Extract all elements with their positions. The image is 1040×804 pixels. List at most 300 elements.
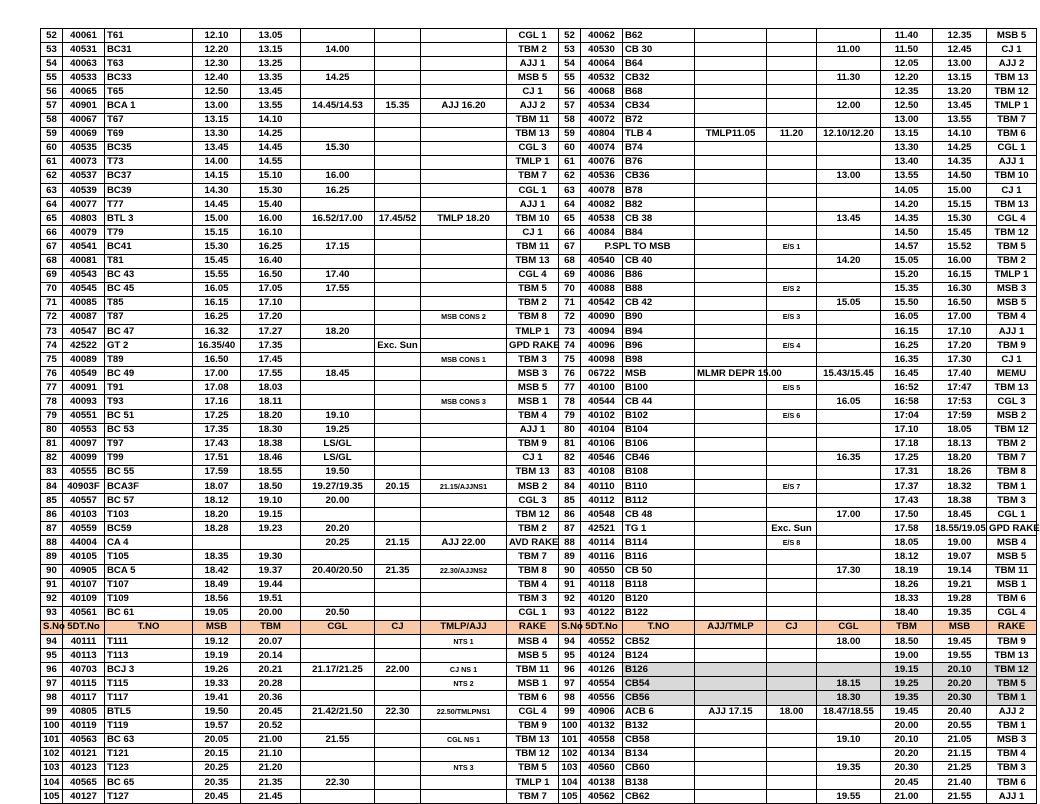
down-rake-cell: MSB 5	[987, 29, 1037, 43]
down-5dt-no-cell: 40110	[581, 480, 623, 494]
down-msb-time-cell: 13.20	[933, 85, 987, 99]
down-tbm-time-cell: 19.25	[881, 677, 933, 691]
up-s-no-cell: 85	[41, 494, 63, 508]
up-train-no-cell: T61	[105, 29, 193, 43]
down-tbm-time-cell: 17.25	[881, 451, 933, 465]
up-s-no-cell: 91	[41, 578, 63, 592]
up-5dt-no-cell: 40073	[63, 155, 105, 169]
down-cj-time-cell: E/S 7	[767, 480, 817, 494]
up-cgl-time-cell	[301, 85, 375, 99]
up-tbm-time-cell: 17.27	[241, 324, 301, 338]
down-s-no-cell: 88	[559, 536, 581, 550]
down-rake-cell: MSB 2	[987, 409, 1037, 423]
down-s-no-cell: 81	[559, 437, 581, 451]
up-train-no-cell: GT 2	[105, 339, 193, 353]
up-5dt-no-cell: 40533	[63, 71, 105, 85]
up-rake-cell: TMLP 1	[507, 155, 559, 169]
up-train-no-cell: BC 45	[105, 282, 193, 296]
table-row	[41, 761, 1037, 775]
table-row	[41, 592, 1037, 606]
up-tmlp-ajj-time-cell	[421, 522, 507, 536]
up-cj-time-cell	[375, 268, 421, 282]
down-s-no-cell: 103	[559, 761, 581, 775]
up-rake-cell: TBM 4	[507, 578, 559, 592]
down-s-no-cell: 78	[559, 395, 581, 409]
down-ajj-tmlp-time-cell	[695, 57, 767, 71]
down-cj-time-cell: E/S 2	[767, 282, 817, 296]
up-5dt-no-cell: 40067	[63, 113, 105, 127]
up-tmlp-ajj-time-cell	[421, 339, 507, 353]
down-train-no-cell: CB54	[623, 677, 695, 691]
down-ajj-tmlp-time-cell	[695, 43, 767, 57]
down-cgl-time-cell	[817, 282, 881, 296]
up-tbm-time-cell: 16.50	[241, 268, 301, 282]
up-tbm-time-cell: 17.05	[241, 282, 301, 296]
up-s-no-cell: 87	[41, 522, 63, 536]
up-tbm-time-cell: 13.55	[241, 99, 301, 113]
down-tbm-time-cell: 19.45	[881, 705, 933, 719]
down-5dt-no-cell: 40084	[581, 226, 623, 240]
table-row	[41, 606, 1037, 620]
down-tbm-time-cell: 18.05	[881, 536, 933, 550]
down-5dt-no-cell: 40138	[581, 775, 623, 789]
down-s-no-cell: 96	[559, 663, 581, 677]
down-rake-cell: TBM 1	[987, 719, 1037, 733]
down-ajj-tmlp-time-cell	[695, 522, 767, 536]
up-tmlp-ajj-time-cell: MSB CONS 3	[421, 395, 507, 409]
down-train-no-cell: B72	[623, 113, 695, 127]
down-msb-time-cell: 19.55	[933, 649, 987, 663]
down-cj-time-cell	[767, 578, 817, 592]
down-5dt-no-cell: 40550	[581, 564, 623, 578]
up-msb-time-cell: 17.00	[193, 367, 241, 381]
down-cj-time-cell: 11.20	[767, 127, 817, 141]
column-header: TBM	[241, 620, 301, 634]
down-ajj-tmlp-time-cell	[695, 508, 767, 522]
up-rake-cell: CGL 3	[507, 141, 559, 155]
down-5dt-no-cell: 40532	[581, 71, 623, 85]
down-5dt-no-cell: 40094	[581, 324, 623, 338]
down-cgl-time-cell: 19.35	[817, 761, 881, 775]
table-row	[41, 719, 1037, 733]
up-cgl-time-cell: 19.25	[301, 423, 375, 437]
down-rake-cell: CGL 3	[987, 395, 1037, 409]
down-ajj-tmlp-time-cell	[695, 465, 767, 479]
up-cj-time-cell	[375, 367, 421, 381]
down-rake-cell: AJJ 2	[987, 705, 1037, 719]
up-train-no-cell: T111	[105, 635, 193, 649]
up-cgl-time-cell: 18.45	[301, 367, 375, 381]
down-msb-time-cell: 17:53	[933, 395, 987, 409]
up-tmlp-ajj-time-cell	[421, 606, 507, 620]
down-train-no-cell: B116	[623, 550, 695, 564]
down-5dt-no-cell: 40114	[581, 536, 623, 550]
down-train-no-cell: CB52	[623, 635, 695, 649]
up-train-no-cell: BC 49	[105, 367, 193, 381]
down-cgl-time-cell: 11.00	[817, 43, 881, 57]
up-rake-cell: TBM 9	[507, 719, 559, 733]
down-s-no-cell: 82	[559, 451, 581, 465]
up-5dt-no-cell: 40547	[63, 324, 105, 338]
down-rake-cell: TBM 13	[987, 649, 1037, 663]
down-s-no-cell: 90	[559, 564, 581, 578]
down-tbm-time-cell: 16.45	[881, 367, 933, 381]
up-s-no-cell: 78	[41, 395, 63, 409]
up-tbm-time-cell: 15.30	[241, 184, 301, 198]
up-tmlp-ajj-time-cell	[421, 43, 507, 57]
up-tmlp-ajj-time-cell	[421, 57, 507, 71]
down-s-no-cell: 84	[559, 480, 581, 494]
down-rake-cell: TBM 12	[987, 226, 1037, 240]
up-s-no-cell: 64	[41, 198, 63, 212]
up-train-no-cell: T105	[105, 550, 193, 564]
down-s-no-cell: 91	[559, 578, 581, 592]
down-rake-cell: TBM 13	[987, 198, 1037, 212]
up-rake-cell: TBM 13	[507, 127, 559, 141]
up-msb-time-cell	[193, 536, 241, 550]
down-msb-time-cell: 16.15	[933, 268, 987, 282]
up-s-no-cell: 71	[41, 296, 63, 310]
up-msb-time-cell: 15.55	[193, 268, 241, 282]
down-msb-time-cell: 17:47	[933, 381, 987, 395]
down-s-no-cell: 53	[559, 43, 581, 57]
down-tbm-time-cell: 16.25	[881, 339, 933, 353]
down-ajj-tmlp-time-cell	[695, 494, 767, 508]
up-s-no-cell: 62	[41, 169, 63, 183]
up-5dt-no-cell: 40081	[63, 254, 105, 268]
up-msb-time-cell: 16.35/40	[193, 339, 241, 353]
up-s-no-cell: 52	[41, 29, 63, 43]
up-msb-time-cell: 12.20	[193, 43, 241, 57]
up-rake-cell: CGL 4	[507, 705, 559, 719]
down-cj-time-cell	[767, 155, 817, 169]
up-5dt-no-cell: 40093	[63, 395, 105, 409]
down-train-no-cell: B84	[623, 226, 695, 240]
down-train-no-cell: CB 40	[623, 254, 695, 268]
down-train-no-cell: B132	[623, 719, 695, 733]
down-tbm-time-cell: 11.40	[881, 29, 933, 43]
down-ajj-tmlp-time-cell	[695, 226, 767, 240]
down-cj-time-cell	[767, 29, 817, 43]
down-s-no-cell: 101	[559, 733, 581, 747]
down-s-no-cell: 79	[559, 409, 581, 423]
up-train-no-cell: T119	[105, 719, 193, 733]
up-cgl-time-cell	[301, 353, 375, 367]
down-5dt-no-cell: 40072	[581, 113, 623, 127]
down-5dt-no-cell: 40560	[581, 761, 623, 775]
up-s-no-cell: 102	[41, 747, 63, 761]
down-train-no-cell: CB58	[623, 733, 695, 747]
up-rake-cell: TBM 2	[507, 43, 559, 57]
up-s-no-cell: 104	[41, 775, 63, 789]
down-s-no-cell: 67	[559, 240, 581, 254]
down-rake-cell: TBM 1	[987, 480, 1037, 494]
down-5dt-no-cell: 06722	[581, 367, 623, 381]
up-cj-time-cell	[375, 282, 421, 296]
up-s-no-cell: 59	[41, 127, 63, 141]
down-train-no-cell: CB56	[623, 691, 695, 705]
down-msb-time-cell: 19.14	[933, 564, 987, 578]
down-ajj-tmlp-time-cell: AJJ 17.15	[695, 705, 767, 719]
down-ajj-tmlp-time-cell	[695, 310, 767, 324]
table-row	[41, 522, 1037, 536]
up-tbm-time-cell: 20.52	[241, 719, 301, 733]
up-cj-time-cell: 21.35	[375, 564, 421, 578]
up-rake-cell: TBM 8	[507, 564, 559, 578]
up-tbm-time-cell: 15.10	[241, 169, 301, 183]
up-tmlp-ajj-time-cell: MSB CONS 1	[421, 353, 507, 367]
up-cj-time-cell: 22.30	[375, 705, 421, 719]
up-cgl-time-cell	[301, 113, 375, 127]
up-rake-cell: TBM 5	[507, 761, 559, 775]
up-s-no-cell: 94	[41, 635, 63, 649]
up-tmlp-ajj-time-cell	[421, 465, 507, 479]
down-ajj-tmlp-time-cell	[695, 423, 767, 437]
column-header: TMLP/AJJ	[421, 620, 507, 634]
up-5dt-no-cell: 40545	[63, 282, 105, 296]
up-5dt-no-cell: 40063	[63, 57, 105, 71]
down-s-no-cell: 102	[559, 747, 581, 761]
table-row	[41, 43, 1037, 57]
down-train-no-cell: B102	[623, 409, 695, 423]
up-tbm-time-cell: 21.45	[241, 790, 301, 804]
down-train-no-cell: B62	[623, 29, 695, 43]
down-cj-time-cell	[767, 550, 817, 564]
up-rake-cell: MSB 1	[507, 395, 559, 409]
down-5dt-no-cell: 40098	[581, 353, 623, 367]
up-rake-cell: TBM 3	[507, 592, 559, 606]
down-5dt-no-cell: 40536	[581, 169, 623, 183]
down-msb-time-cell: 17:59	[933, 409, 987, 423]
up-cj-time-cell	[375, 310, 421, 324]
up-cgl-time-cell: 16.00	[301, 169, 375, 183]
down-cgl-time-cell	[817, 465, 881, 479]
up-tbm-time-cell: 17.10	[241, 296, 301, 310]
down-msb-time-cell: 18.38	[933, 494, 987, 508]
up-msb-time-cell: 18.56	[193, 592, 241, 606]
down-s-no-cell: 76	[559, 367, 581, 381]
table-row	[41, 198, 1037, 212]
down-cj-time-cell	[767, 353, 817, 367]
table-row	[41, 691, 1037, 705]
down-5dt-no-cell: 40104	[581, 423, 623, 437]
down-cj-time-cell	[767, 761, 817, 775]
down-cgl-time-cell: 16.05	[817, 395, 881, 409]
down-tbm-time-cell: 14.35	[881, 212, 933, 226]
down-tbm-time-cell: 17.18	[881, 437, 933, 451]
up-cgl-time-cell: 20.20	[301, 522, 375, 536]
up-msb-time-cell: 19.41	[193, 691, 241, 705]
down-s-no-cell: 62	[559, 169, 581, 183]
table-row	[41, 423, 1037, 437]
down-s-no-cell: 74	[559, 339, 581, 353]
up-cgl-time-cell: 14.45/14.53	[301, 99, 375, 113]
up-train-no-cell: T73	[105, 155, 193, 169]
down-s-no-cell: 104	[559, 775, 581, 789]
down-cj-time-cell	[767, 43, 817, 57]
up-5dt-no-cell: 40113	[63, 649, 105, 663]
down-train-no-cell: B118	[623, 578, 695, 592]
up-cj-time-cell	[375, 761, 421, 775]
up-5dt-no-cell: 40061	[63, 29, 105, 43]
up-tmlp-ajj-time-cell	[421, 592, 507, 606]
up-train-no-cell: T121	[105, 747, 193, 761]
up-tbm-time-cell: 16.25	[241, 240, 301, 254]
table-row	[41, 635, 1037, 649]
down-rake-cell: CGL 1	[987, 508, 1037, 522]
down-msb-time-cell: 15.52	[933, 240, 987, 254]
down-train-no-cell: B64	[623, 57, 695, 71]
up-cgl-time-cell	[301, 339, 375, 353]
up-5dt-no-cell: 40905	[63, 564, 105, 578]
down-msb-time-cell: 17.00	[933, 310, 987, 324]
up-cgl-time-cell	[301, 592, 375, 606]
down-ajj-tmlp-time-cell	[695, 790, 767, 804]
down-msb-time-cell: 18.45	[933, 508, 987, 522]
up-msb-time-cell: 20.05	[193, 733, 241, 747]
down-rake-cell: TBM 5	[987, 677, 1037, 691]
up-5dt-no-cell: 40127	[63, 790, 105, 804]
up-5dt-no-cell: 42522	[63, 339, 105, 353]
up-train-no-cell: BC35	[105, 141, 193, 155]
up-train-no-cell: BC 43	[105, 268, 193, 282]
up-cj-time-cell	[375, 494, 421, 508]
down-cj-time-cell	[767, 494, 817, 508]
up-cj-time-cell	[375, 395, 421, 409]
up-cgl-time-cell	[301, 29, 375, 43]
down-5dt-no-cell: 40134	[581, 747, 623, 761]
down-msb-time-cell: 16.30	[933, 282, 987, 296]
down-5dt-no-cell: 40074	[581, 141, 623, 155]
up-5dt-no-cell: 40539	[63, 184, 105, 198]
table-row	[41, 268, 1037, 282]
up-tmlp-ajj-time-cell: MSB CONS 2	[421, 310, 507, 324]
down-s-no-cell: 87	[559, 522, 581, 536]
up-train-no-cell: BC59	[105, 522, 193, 536]
up-train-no-cell: T109	[105, 592, 193, 606]
up-cgl-time-cell: 19.27/19.35	[301, 480, 375, 494]
table-row	[41, 381, 1037, 395]
up-tmlp-ajj-time-cell: NTS 1	[421, 635, 507, 649]
table-row	[41, 169, 1037, 183]
down-train-no-cell: CB 50	[623, 564, 695, 578]
down-tbm-time-cell: 21.00	[881, 790, 933, 804]
up-tbm-time-cell: 14.10	[241, 113, 301, 127]
down-cj-time-cell: Exc. Sun	[767, 522, 817, 536]
up-s-no-cell: 99	[41, 705, 63, 719]
down-cj-time-cell	[767, 592, 817, 606]
up-rake-cell: TBM 13	[507, 733, 559, 747]
down-msb-time-cell: 17.20	[933, 339, 987, 353]
up-cgl-time-cell	[301, 677, 375, 691]
down-s-no-cell: 71	[559, 296, 581, 310]
table-row	[41, 733, 1037, 747]
down-cj-time-cell	[767, 324, 817, 338]
up-msb-time-cell: 16.25	[193, 310, 241, 324]
up-cj-time-cell	[375, 296, 421, 310]
down-tbm-time-cell: 16.15	[881, 324, 933, 338]
down-tbm-time-cell: 20.10	[881, 733, 933, 747]
down-tbm-time-cell: 17.50	[881, 508, 933, 522]
up-s-no-cell: 63	[41, 184, 63, 198]
up-train-no-cell: T103	[105, 508, 193, 522]
down-train-no-cell: B110	[623, 480, 695, 494]
down-msb-time-cell: 19.21	[933, 578, 987, 592]
down-rake-cell: TBM 7	[987, 113, 1037, 127]
up-tmlp-ajj-time-cell	[421, 29, 507, 43]
down-cj-time-cell	[767, 254, 817, 268]
up-rake-cell: MSB 5	[507, 649, 559, 663]
table-row	[41, 494, 1037, 508]
up-s-no-cell: 69	[41, 268, 63, 282]
down-cj-time-cell: E/S 1	[767, 240, 817, 254]
down-ajj-tmlp-time-cell	[695, 169, 767, 183]
timetable-body	[41, 29, 1040, 804]
down-train-no-cell: B98	[623, 353, 695, 367]
down-msb-time-cell: 20.30	[933, 691, 987, 705]
down-rake-cell: TBM 12	[987, 423, 1037, 437]
down-rake-cell: MSB 3	[987, 282, 1037, 296]
down-ajj-tmlp-time-cell	[695, 451, 767, 465]
up-cgl-time-cell: 21.42/21.50	[301, 705, 375, 719]
down-rake-cell: TBM 6	[987, 592, 1037, 606]
up-tmlp-ajj-time-cell	[421, 141, 507, 155]
down-s-no-cell: 75	[559, 353, 581, 367]
up-train-no-cell: BC31	[105, 43, 193, 57]
down-cgl-time-cell	[817, 437, 881, 451]
up-tbm-time-cell: 20.45	[241, 705, 301, 719]
down-msb-time-cell: 17.40	[933, 367, 987, 381]
table-row	[41, 451, 1037, 465]
down-5dt-no-cell: 40068	[581, 85, 623, 99]
up-5dt-no-cell: 40555	[63, 465, 105, 479]
up-rake-cell: MSB 5	[507, 381, 559, 395]
up-s-no-cell: 75	[41, 353, 63, 367]
down-tbm-time-cell: 11.50	[881, 43, 933, 57]
down-rake-cell: TBM 2	[987, 437, 1037, 451]
down-cgl-time-cell	[817, 240, 881, 254]
down-rake-cell: TBM 8	[987, 465, 1037, 479]
up-tbm-time-cell: 18.20	[241, 409, 301, 423]
down-cj-time-cell	[767, 677, 817, 691]
table-row	[41, 282, 1037, 296]
down-train-no-cell: B68	[623, 85, 695, 99]
up-tbm-time-cell: 14.25	[241, 127, 301, 141]
up-train-no-cell: T85	[105, 296, 193, 310]
down-tbm-time-cell: 17.58	[881, 522, 933, 536]
up-tmlp-ajj-time-cell	[421, 226, 507, 240]
down-s-no-cell: 105	[559, 790, 581, 804]
down-cgl-time-cell: 15.05	[817, 296, 881, 310]
up-5dt-no-cell: 40117	[63, 691, 105, 705]
down-cgl-time-cell: 18.00	[817, 635, 881, 649]
up-cj-time-cell	[375, 508, 421, 522]
up-tmlp-ajj-time-cell	[421, 409, 507, 423]
down-cj-time-cell	[767, 212, 817, 226]
up-5dt-no-cell: 40085	[63, 296, 105, 310]
up-rake-cell: MSB 3	[507, 367, 559, 381]
column-header: 5DT.No	[581, 620, 623, 634]
down-5dt-no-cell: 40552	[581, 635, 623, 649]
column-header: CGL	[817, 620, 881, 634]
up-msb-time-cell: 17.43	[193, 437, 241, 451]
up-5dt-no-cell: 40541	[63, 240, 105, 254]
up-cgl-time-cell: 20.40/20.50	[301, 564, 375, 578]
up-cgl-time-cell: 21.55	[301, 733, 375, 747]
down-cgl-time-cell	[817, 85, 881, 99]
up-s-no-cell: 53	[41, 43, 63, 57]
up-train-no-cell: BC 47	[105, 324, 193, 338]
